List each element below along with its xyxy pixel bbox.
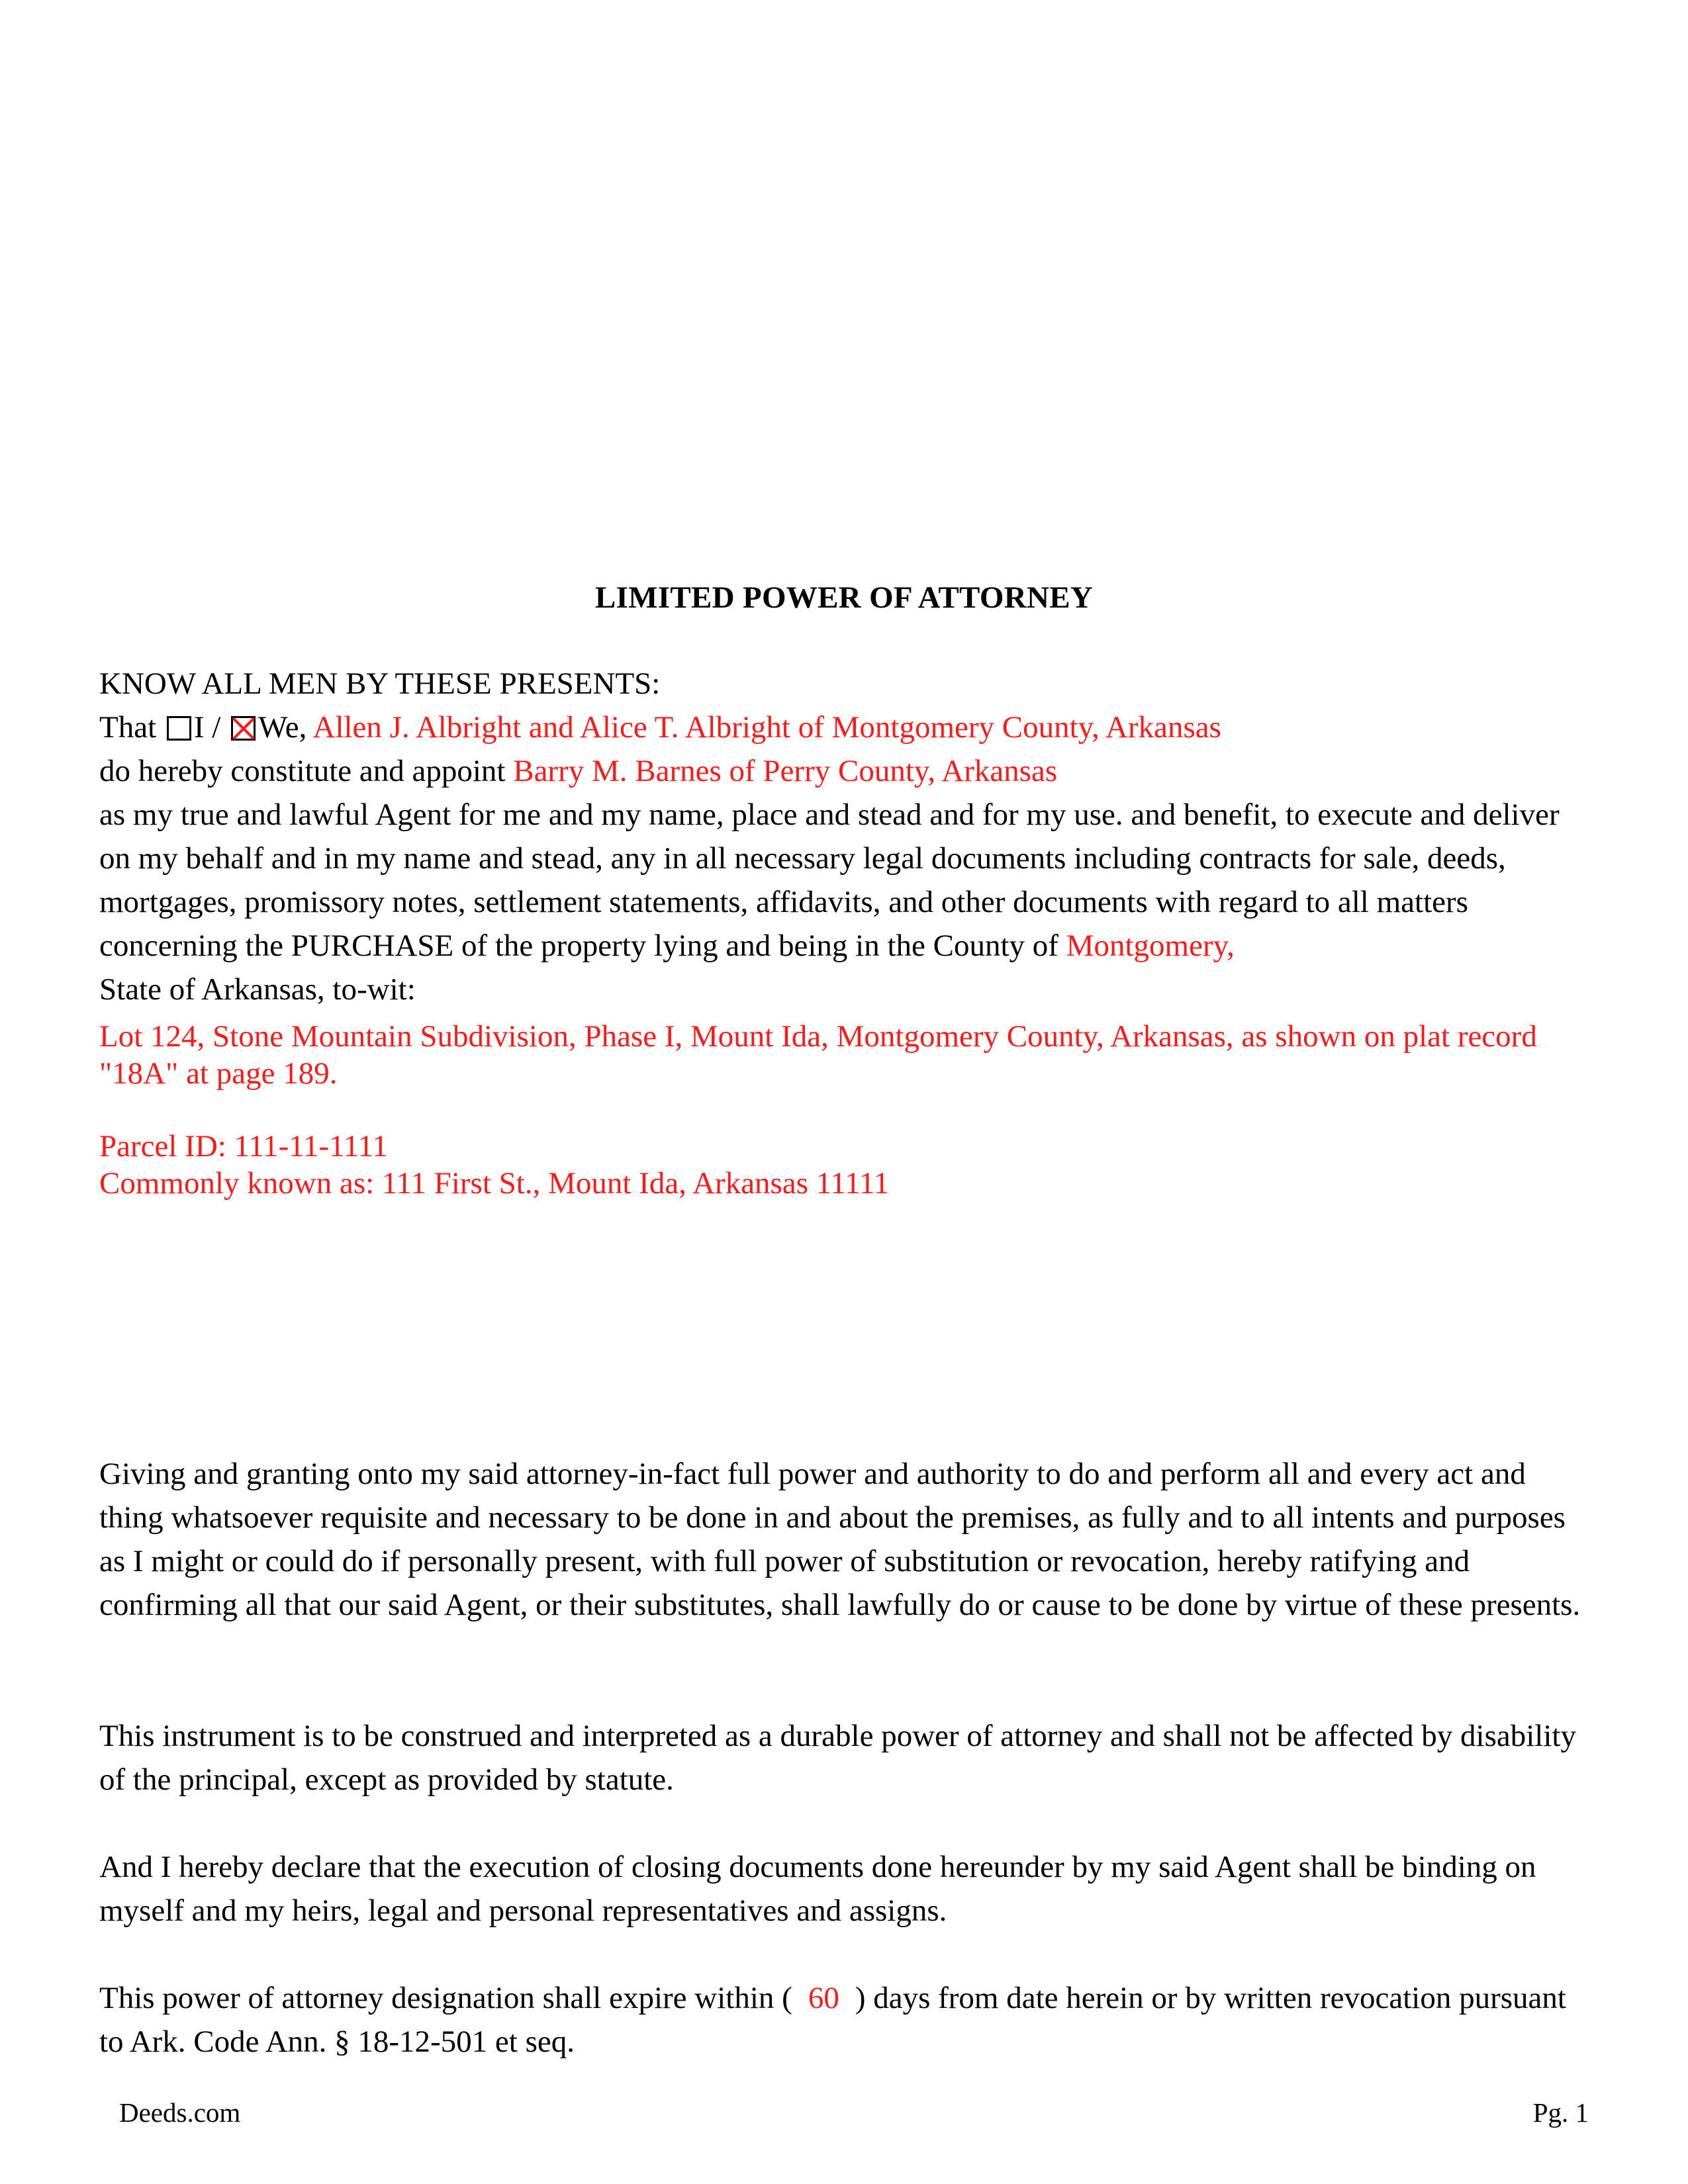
intro-line: KNOW ALL MEN BY THESE PRESENTS: [99, 666, 661, 701]
county-name: Montgomery, [1066, 929, 1235, 963]
common-address: Commonly known as: 111 First St., Mount Ida, Arkansas 11111 [99, 1166, 890, 1201]
expire-before: This power of attorney designation shall expire within ( [99, 1981, 792, 2015]
legal-description: Lot 124, Stone Mountain Subdivision, Phase I, Mount Ida, Montgomery County, Arkansas, as shown on plat record "18A" at page 189. [99, 1019, 1537, 1091]
durable-paragraph: This instrument is to be construed and interpreted as a durable power of attorney and shall not be affected by disability of the principal, except as provided by statute. [99, 1719, 1576, 1797]
checkbox-i[interactable] [167, 716, 191, 741]
grantor-names: Allen J. Albright and Alice T. Albright of Montgomery County, Arkansas [312, 710, 1221, 745]
binding-paragraph: And I hereby declare that the execution of closing documents done hereunder by my said Agent shall be binding on myself and my heirs, legal and personal representatives and assigns. [99, 1850, 1536, 1928]
checkbox-we-checked[interactable] [231, 716, 256, 741]
parcel-id: Parcel ID: 111-11-1111 [99, 1129, 388, 1163]
grantor-line [99, 705, 1595, 749]
footer-site: Deeds.com [119, 2097, 241, 2128]
appoint-line [99, 749, 1595, 793]
state-line: State of Arkansas, to-wit: [99, 972, 416, 1007]
grantor-prefix: That [99, 710, 157, 745]
giving-paragraph: Giving and granting onto my said attorney-in-fact full power and authority to do and perform all and every act and thing whatsoever requisite and necessary to be done in and about the premises, as fully and to all intents and purposes as I might or could do if personally present, with full power of substitution or revocation, hereby ratifying and confirming all that our said Agent, or their substitutes, shall lawfully do or cause to be done by virtue of these presents. [99, 1457, 1581, 1622]
document-title: LIMITED POWER OF ATTORNEY [594, 580, 1094, 615]
authority-paragraph [99, 793, 1595, 968]
option-we-label: We, [258, 710, 307, 745]
expire-days: 60 [808, 1981, 839, 2015]
expiration-paragraph [99, 1976, 1595, 2064]
appoint-prefix: do hereby constitute and appoint [99, 754, 506, 788]
expire-after: ) days from date herein or by written revocation pursuant to Ark. Code Ann. § 18-12-501 et seq. [99, 1981, 1566, 2059]
agent-name: Barry M. Barnes of Perry County, Arkansas [513, 754, 1058, 788]
footer-page-number: Pg. 1 [1532, 2097, 1589, 2128]
authority-text: as my true and lawful Agent for me and my name, place and stead and for my use. and benefit, to execute and deliver on my behalf and in my name and stead, any in all necessary legal documents including contracts for sale, deeds, mortgages, promissory notes, settlement statements, affidavits, and other documents with regard to all matters concerning the PURCHASE of the property lying and being in the County of [99, 797, 1560, 963]
option-i-label: I / [193, 710, 221, 745]
